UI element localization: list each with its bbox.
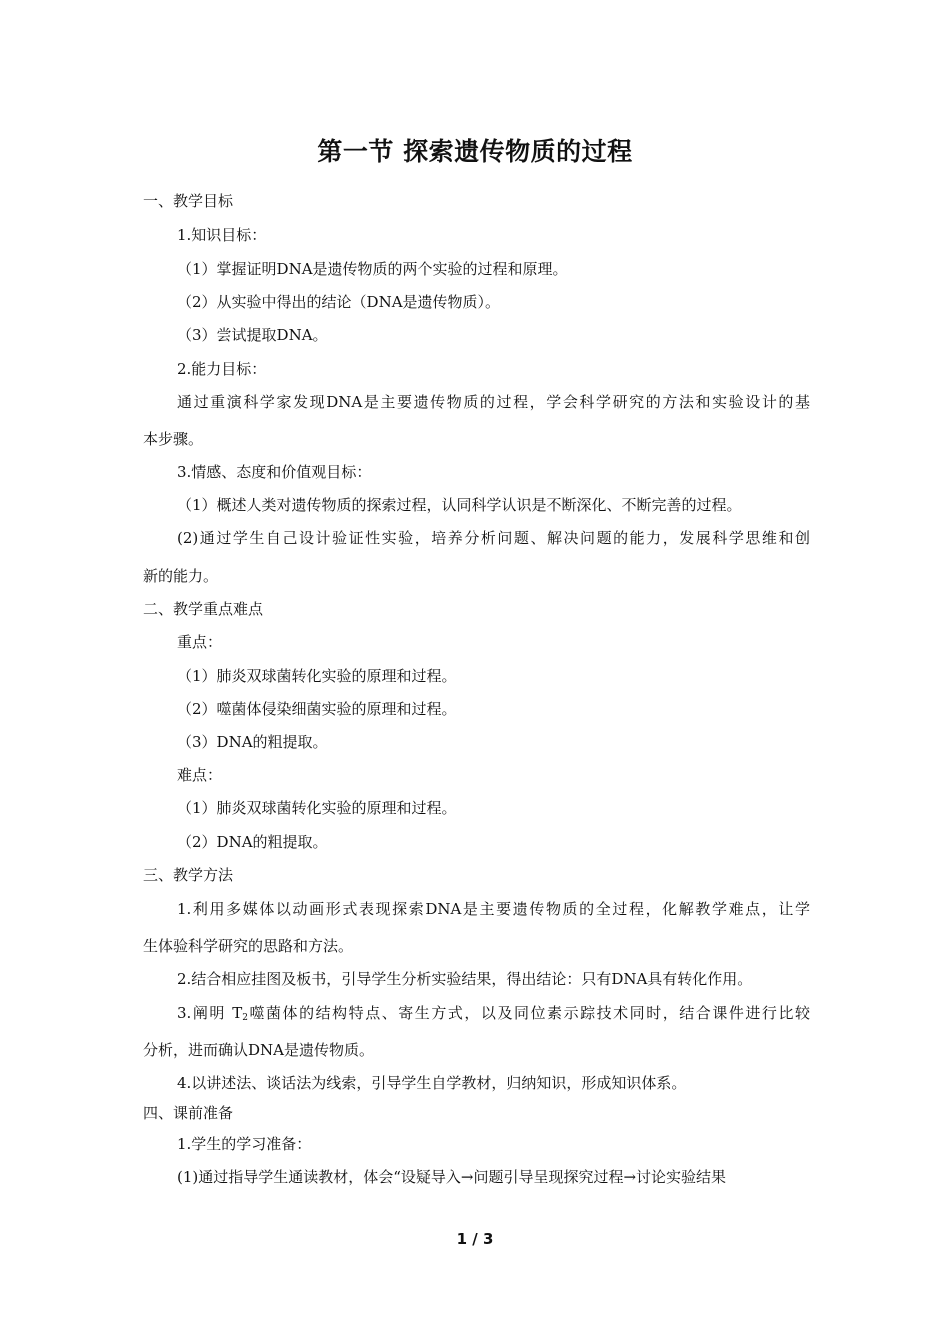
paragraph-line: 1.利用多媒体以动画形式表现探索DNA是主要遗传物质的全过程，化解教学难点，让学	[177, 900, 810, 918]
paragraph-line: 4.以讲述法、谈话法为线索，引导学生自学教材，归纳知识，形成知识体系。	[177, 1074, 687, 1092]
section-heading: 四、课前准备	[143, 1104, 234, 1122]
paragraph-line: 生体验科学研究的思路和方法。	[143, 937, 354, 955]
paragraph-line: （2）噬菌体侵染细菌实验的原理和过程。	[177, 700, 457, 718]
paragraph-line: 3.阐明 $T_2$噬菌体的结构特点、寄生方式，以及同位素示踪技术同时，结合课件进行比较	[177, 1004, 810, 1023]
paragraph-line: (2)通过学生自己设计验证性实验，培养分析问题、解决问题的能力，发展科学思维和创	[177, 529, 810, 547]
paragraph-line: 2.结合相应挂图及板书，引导学生分析实验结果，得出结论：只有DNA具有转化作用。	[177, 970, 753, 988]
paragraph-line: （3）尝试提取DNA。	[177, 326, 328, 344]
paragraph-line: 难点：	[177, 766, 223, 784]
paragraph-line: （3）DNA的粗提取。	[177, 733, 328, 751]
paragraph-line: （2）从实验中得出的结论（DNA是遗传物质）。	[177, 293, 501, 311]
paragraph-line: 重点：	[177, 633, 223, 651]
paragraph-line: 本步骤。	[143, 430, 204, 448]
paragraph-line: （1）肺炎双球菌转化实验的原理和过程。	[177, 667, 457, 685]
paragraph-line: （1）掌握证明DNA是遗传物质的两个实验的过程和原理。	[177, 260, 568, 278]
paragraph-line: 3.情感、态度和价值观目标：	[177, 463, 372, 481]
paragraph-line: 1.知识目标：	[177, 226, 267, 244]
section-heading: 一、教学目标	[143, 192, 234, 210]
paragraph-line: （2）DNA的粗提取。	[177, 833, 328, 851]
paragraph-line: 新的能力。	[143, 567, 219, 585]
paragraph-line: （1）肺炎双球菌转化实验的原理和过程。	[177, 799, 457, 817]
paragraph-line: 1.学生的学习准备：	[177, 1135, 312, 1153]
section-heading: 二、教学重点难点	[143, 600, 264, 618]
section-heading: 三、教学方法	[143, 866, 234, 884]
page-title: 第一节 探索遗传物质的过程	[317, 137, 633, 166]
paragraph-line: (1)通过指导学生通读教材，体会“设疑导入→问题引导呈现探究过程→讨论实验结果	[177, 1168, 727, 1186]
paragraph-line: 分析，进而确认DNA是遗传物质。	[143, 1041, 374, 1059]
paragraph-line: 通过重演科学家发现DNA是主要遗传物质的过程，学会科学研究的方法和实验设计的基	[177, 393, 810, 411]
paragraph-line: （1）概述人类对遗传物质的探索过程，认同科学认识是不断深化、不断完善的过程。	[177, 496, 742, 514]
paragraph-line: 2.能力目标：	[177, 360, 267, 378]
page-number: 1 / 3	[456, 1230, 494, 1248]
